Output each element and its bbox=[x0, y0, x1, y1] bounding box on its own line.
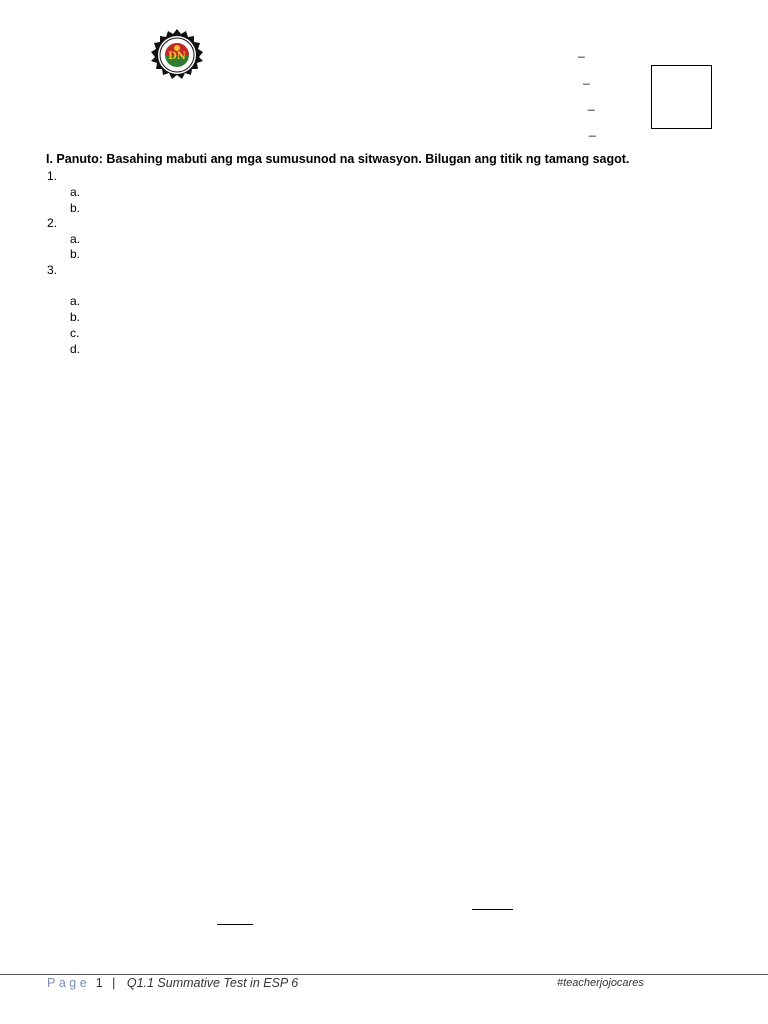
blank-mark: _ bbox=[588, 97, 595, 111]
school-seal-icon bbox=[150, 28, 204, 82]
question-number: 1. bbox=[47, 169, 58, 183]
question-number: 2. bbox=[47, 216, 58, 230]
answer-option[interactable]: b. bbox=[70, 310, 81, 324]
footer-divider bbox=[0, 974, 768, 975]
seal-text: DN bbox=[168, 51, 186, 62]
blank-line bbox=[472, 909, 513, 910]
footer-page-info bbox=[47, 976, 298, 990]
answer-option[interactable]: b. bbox=[70, 247, 81, 261]
instructions: I. Panuto: Basahing mabuti ang mga sumusunod na sitwasyon. Bilugan ang titik ng tamang sagot. bbox=[46, 152, 630, 166]
answer-option[interactable]: d. bbox=[70, 342, 81, 356]
blank-mark: _ bbox=[583, 71, 590, 85]
answer-option[interactable]: b. bbox=[70, 201, 81, 215]
page-number: 1 bbox=[95, 976, 103, 990]
blank-line bbox=[217, 924, 253, 925]
question-number: 3. bbox=[47, 263, 58, 277]
answer-option[interactable]: a. bbox=[70, 294, 81, 308]
page-label: Page bbox=[47, 976, 91, 990]
answer-option[interactable]: a. bbox=[70, 185, 81, 199]
footer-hashtag: #teacherjojocares bbox=[557, 977, 644, 989]
document-title: Q1.1 Summative Test in ESP 6 bbox=[126, 976, 299, 990]
score-box[interactable] bbox=[651, 65, 712, 129]
footer-separator: | bbox=[112, 976, 116, 990]
blank-mark: _ bbox=[578, 44, 585, 58]
answer-option[interactable]: c. bbox=[70, 326, 80, 340]
answer-option[interactable]: a. bbox=[70, 232, 81, 246]
blank-mark: _ bbox=[589, 123, 596, 137]
